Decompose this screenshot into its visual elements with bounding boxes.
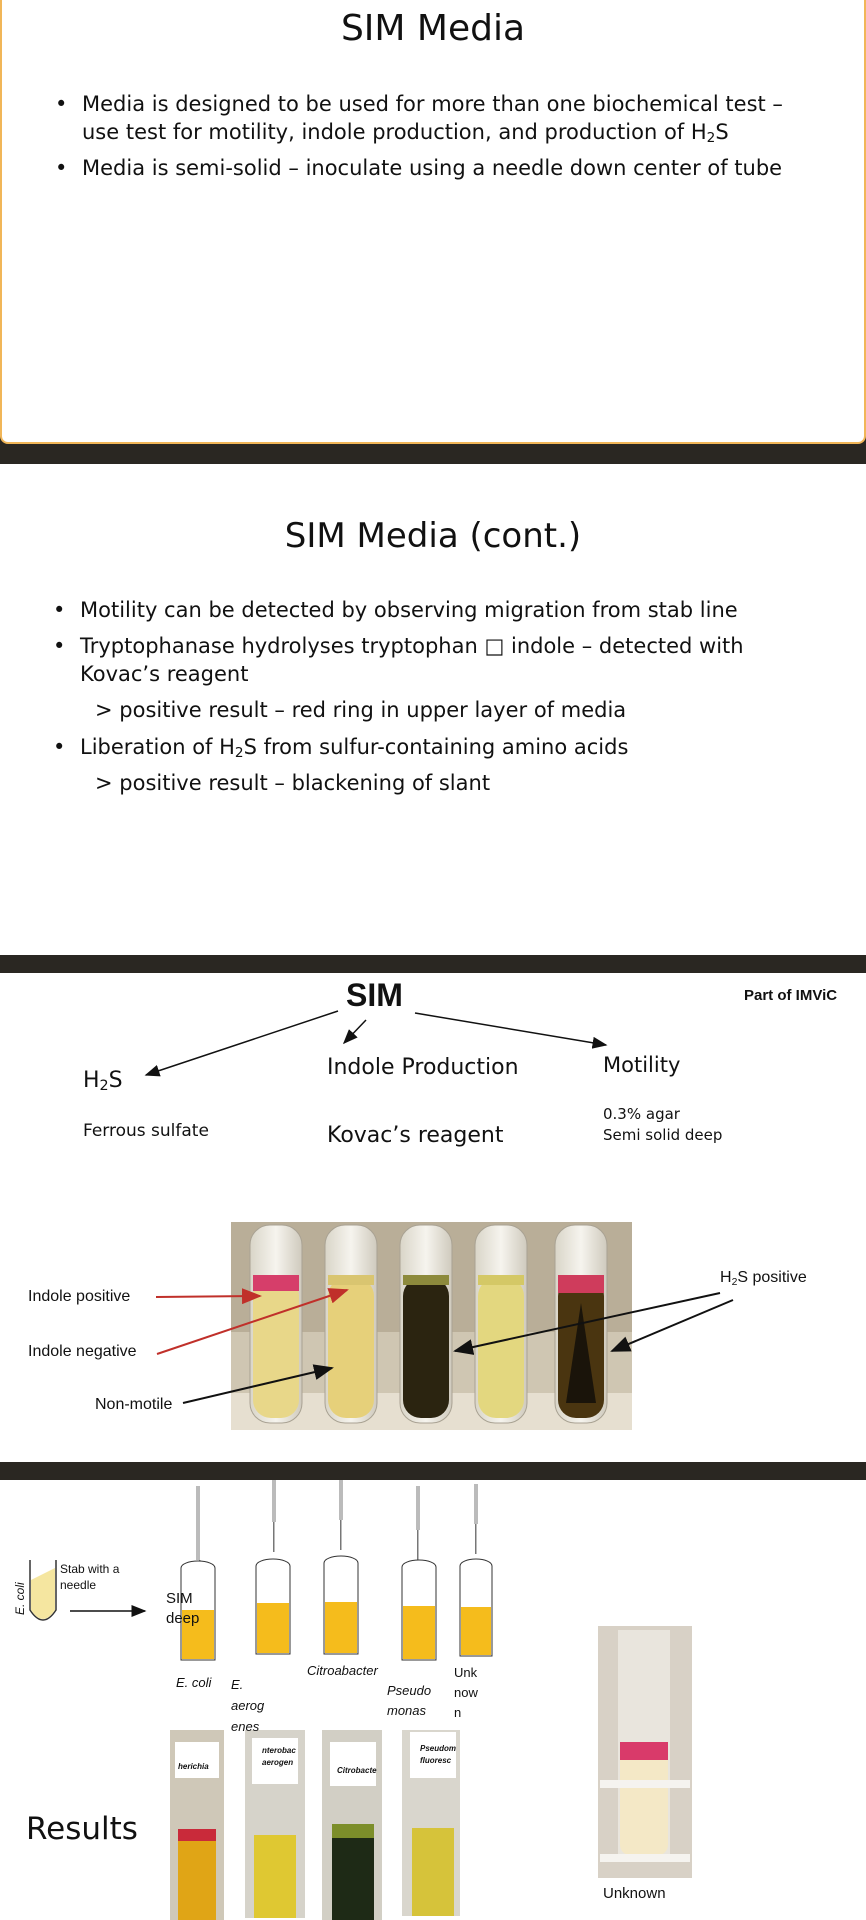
organism-unknown-3: n xyxy=(454,1705,462,1720)
bullet-item: • Media is semi-solid – inoculate using a needle down center of tube xyxy=(55,154,845,182)
tube-3 xyxy=(400,1225,452,1423)
bullet-line: Tryptophanase hydrolyses tryptophan □ indole – detected with xyxy=(80,634,744,658)
photo-label-pseudomonas-2: fluoresc xyxy=(420,1756,452,1765)
kovac-label: Kovac’s reagent xyxy=(327,1123,504,1148)
indole-positive-label: Indole positive xyxy=(28,1288,131,1305)
tube-1 xyxy=(250,1225,302,1423)
deep-label: deep xyxy=(166,1610,200,1627)
tube-4 xyxy=(475,1225,527,1423)
bullet-line: Kovac’s reagent xyxy=(80,662,249,686)
organism-pseudomonas-1: Pseudo xyxy=(387,1683,432,1698)
organism-unknown-2: now xyxy=(454,1685,478,1700)
result-photo-ecoli xyxy=(170,1730,224,1920)
ferrous-label: Ferrous sulfate xyxy=(83,1121,209,1141)
photo-label-ecoli: herichia xyxy=(178,1762,209,1771)
slide-title: SIM Media (cont.) xyxy=(284,516,582,556)
organism-aerogenes-1: E. xyxy=(231,1677,244,1692)
bullet-item xyxy=(53,632,843,688)
h2s-label: $H_2S$ xyxy=(83,1068,123,1094)
bullet-item: • Motility can be detected by observing migration from stab line xyxy=(53,596,843,624)
non-motile-label: Non-motile xyxy=(95,1396,173,1413)
sim-tube-2 xyxy=(256,1480,290,1654)
slide-title: SIM Media xyxy=(340,8,526,49)
slide-sim-overview xyxy=(0,973,866,1462)
bullet-list xyxy=(55,90,845,182)
motility-label: Motility xyxy=(603,1053,681,1077)
bullet-line: Media is designed to be used for more than one biochemical test – xyxy=(82,92,783,116)
arrow-to-h2s xyxy=(146,1011,338,1075)
slide-results xyxy=(0,1480,866,1920)
arrow-to-indole xyxy=(344,1020,366,1043)
result-photo-citrobacter xyxy=(322,1730,382,1920)
sim-tube-5 xyxy=(460,1484,492,1656)
bullet-tail: S xyxy=(715,120,729,144)
sub-point: > positive result – red ring in upper layer of media xyxy=(95,698,627,722)
slide4-graphics xyxy=(0,1480,866,1920)
photo-label-enterobacter-2: aerogen xyxy=(262,1758,294,1767)
slide-sim-media xyxy=(0,0,866,444)
arrow-indole-positive xyxy=(156,1296,260,1297)
sub-point: > positive result – blackening of slant xyxy=(95,771,491,795)
stab-line1: Stab with a xyxy=(60,1562,120,1576)
arrow-to-motility xyxy=(415,1013,606,1045)
bullet-item xyxy=(55,90,845,146)
imvic-note: Part of IMViC xyxy=(744,987,838,1004)
sim-heading: SIM xyxy=(346,977,403,1013)
sim-tube-4 xyxy=(402,1486,436,1660)
slide-sim-media-cont xyxy=(0,464,866,955)
ecoli-slant-tube xyxy=(30,1560,56,1620)
organism-citrobacter: Citroabacter xyxy=(307,1663,378,1678)
semi-solid-label: Semi solid deep xyxy=(603,1126,723,1144)
stab-line2: needle xyxy=(60,1578,97,1592)
organism-pseudomonas-2: monas xyxy=(387,1703,427,1718)
indole-negative-label: Indole negative xyxy=(28,1343,137,1360)
tube-2 xyxy=(325,1225,377,1423)
results-heading: Results xyxy=(26,1811,138,1847)
bullet-list xyxy=(53,596,843,797)
subscript: 2 xyxy=(706,130,716,146)
slide3-graphics xyxy=(0,973,866,1462)
sim-label: SIM xyxy=(166,1590,193,1607)
photo-label-enterobacter-1: nterobac xyxy=(262,1746,296,1755)
subscript: 2 xyxy=(234,745,244,761)
bullet-text: Liberation of H xyxy=(80,735,235,759)
indole-label: Indole Production xyxy=(327,1055,519,1080)
organism-unknown-1: Unk xyxy=(454,1665,478,1680)
bullet-text: S from sulfur-containing amino acids xyxy=(243,735,629,759)
organism-aerogenes-2: aerog xyxy=(231,1698,265,1713)
bullet-item xyxy=(53,733,843,761)
result-photo-unknown xyxy=(598,1626,692,1878)
organism-ecoli: E. coli xyxy=(176,1675,212,1690)
h2s-positive-label: $H_2S$ positive xyxy=(720,1269,807,1288)
sim-tube-1 xyxy=(181,1486,215,1660)
photo-label-pseudomonas-1: Pseudom xyxy=(420,1744,457,1753)
organism-aerogenes-3: enes xyxy=(231,1719,260,1734)
bullet-line: use test for motility, indole production, and production of H xyxy=(82,120,707,144)
ecoli-tube-label: E. coli xyxy=(13,1582,27,1615)
photo-label-citrobacter: Citrobacte xyxy=(337,1766,377,1775)
unknown-label: Unknown xyxy=(603,1885,666,1902)
sim-tube-3 xyxy=(324,1480,358,1654)
agar-label: 0.3% agar xyxy=(603,1105,680,1123)
